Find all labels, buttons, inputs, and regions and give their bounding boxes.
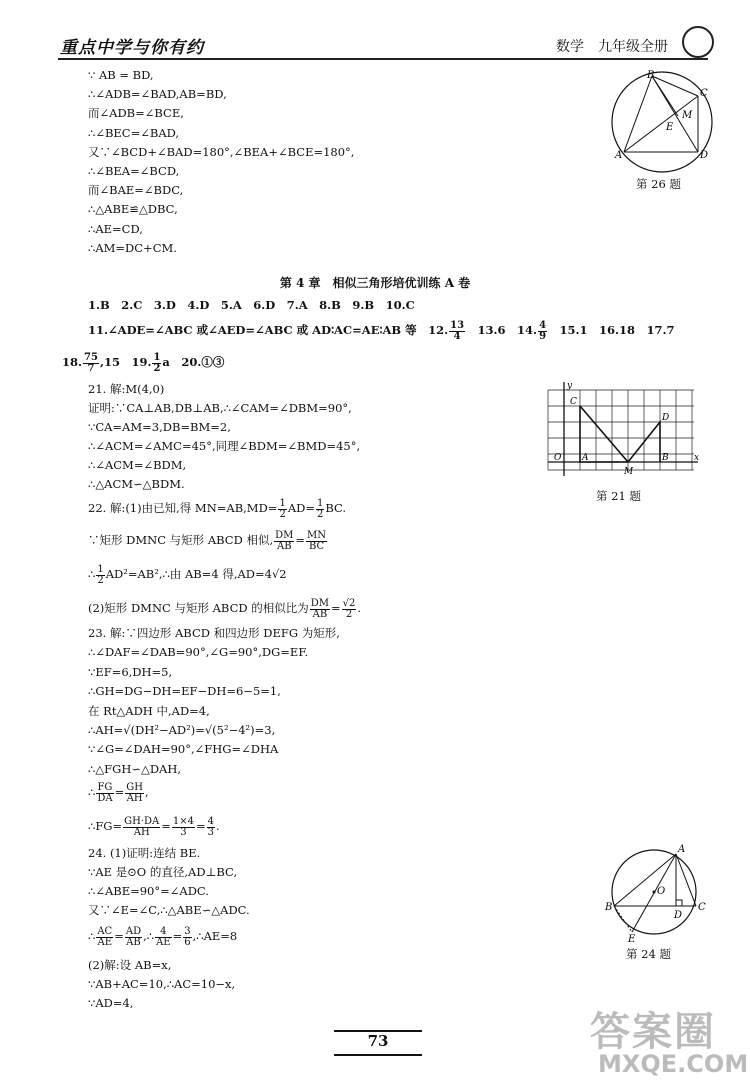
proof-line-7: 而∠BAE=∠BDC, <box>88 183 184 198</box>
q23-line-1: 23. 解:∵四边形 ABCD 和四边形 DEFG 为矩形, <box>88 626 340 640</box>
q21-line-3: ∵CA=AM=3,DB=BM=2, <box>88 420 231 434</box>
answers-row-2-b: 13.6 14. <box>477 323 538 337</box>
fig24-label-b: B <box>605 902 613 913</box>
header-rule <box>58 58 708 60</box>
fig26-label-a: A <box>615 150 623 161</box>
q24-line-3: ∴∠ABE=90°=∠ADC. <box>88 884 209 898</box>
figure-24 <box>604 838 708 946</box>
answers-row-3-c: a 20.①③ <box>162 355 225 369</box>
q22-line-2 <box>88 528 328 552</box>
page-number: 73 <box>367 1032 389 1050</box>
answers-row-1: 1.B 2.C 3.D 4.D 5.A 6.D 7.A 8.B 9.B 10.C <box>88 298 415 312</box>
q23-fg-eq1: = <box>161 819 171 833</box>
q24-line-4: 又∵∠E=∠C,∴△ABE∽△ADC. <box>88 903 250 917</box>
q23-line-4: ∴GH=DG−DH=EF−DH=6−5=1, <box>88 684 281 699</box>
q22-frac-c: $\frac{DM}{AB}$ <box>275 529 294 552</box>
q23-line-7: ∵∠G=∠DAH=90°,∠FHG=∠DHA <box>88 742 279 757</box>
q23-line-6: ∴AH=√(DH²−AD²)=√(5²−4²)=3, <box>88 723 276 737</box>
watermark-text: 答案圈 <box>590 1008 716 1055</box>
header-grade: 九年级全册 <box>598 39 668 55</box>
proof-line-6: ∴∠BEA=∠BCD, <box>88 164 180 178</box>
q22-l2-text: ∵矩形 DMNC 与矩形 ABCD 相似, <box>88 533 274 547</box>
q22-frac-f: $\frac{DM}{AB}$ <box>310 597 330 620</box>
q24-eq1: = <box>114 929 124 943</box>
proof-line-9: ∴AE=CD, <box>88 221 143 236</box>
fig26-label-d: D <box>700 150 709 161</box>
q23-frac-e: $\frac{4}{3}$ <box>207 815 215 838</box>
answers-row-2-gap2 <box>548 323 560 337</box>
fig24-label-d: D <box>674 910 683 921</box>
q22-l1-end: BC. <box>325 501 347 515</box>
q23-fg-line <box>88 814 220 838</box>
q22-frac-d: $\frac{MN}{BC}$ <box>307 529 327 552</box>
proof-line-2: ∴∠ADB=∠BAD,AB=BD, <box>88 87 227 102</box>
proof-line-10: ∴AM=DC+CM. <box>88 240 177 255</box>
fig21-label-y: y <box>567 381 573 391</box>
frac-18: $\frac{75}{7}$ <box>84 351 98 374</box>
answers-row-2-gap <box>466 323 478 337</box>
q21-line-1: 21. 解:M(4,0) <box>88 382 165 396</box>
answers-row-2-a: 11.∠ADE=∠ABC 或∠AED=∠ABC 或 AD∶AC=AE∶AB 等 12. <box>88 323 449 337</box>
answers-row-3 <box>62 350 224 374</box>
q23-therefore: ∴ <box>88 785 96 799</box>
fig24-label-a: A <box>678 844 686 855</box>
q22-frac-a: $\frac{1}{2}$ <box>279 497 286 520</box>
fig21-label-c: C <box>570 397 577 407</box>
frac-19: $\frac{1}{2}$ <box>153 351 161 374</box>
q23-frac-c: $\frac{GH\cdot DA}{AH}$ <box>124 815 160 838</box>
proof-line-3: 而∠ADB=∠BCE, <box>88 106 184 121</box>
frac-14: $\frac{4}{9}$ <box>539 319 547 342</box>
q24-tail-line-1: (2)解:设 AB=x, <box>88 958 172 972</box>
fig21-label-b: B <box>662 453 669 463</box>
q22-l3-rest: AD²=AB²,∴由 AB=4 得,AD=4√2 <box>105 567 287 581</box>
q22-l4-end: . <box>357 601 362 615</box>
fig21-label-d: D <box>662 413 670 423</box>
q23-fg-eq2: = <box>196 819 206 833</box>
header-logo <box>682 26 714 58</box>
proof-line-4: ∴∠BEC=∠BAD, <box>88 125 180 140</box>
q22-frac-b: $\frac{1}{2}$ <box>316 497 324 520</box>
chapter-title: 第 4 章 相似三角形培优训练 A 卷 <box>279 276 471 290</box>
q21-line-2: 证明:∵CA⊥AB,DB⊥AB,∴∠CAM=∠DBM=90°, <box>88 401 352 415</box>
q24-tail-line-2: ∵AB+AC=10,∴AC=10−x, <box>88 977 236 991</box>
q24-frac-pre: ∴ <box>88 929 96 943</box>
q23-line-8: ∴△FGH∽△DAH, <box>88 761 182 776</box>
q22-l1-text: 22. 解:(1)由已知,得 MN=AB,MD= <box>88 501 278 515</box>
fig24-label-e: E <box>628 934 636 945</box>
header-subject: 数学 <box>556 39 584 55</box>
q22-l2-eq: = <box>295 533 306 547</box>
watermark-url: MXQE.COM <box>598 1050 749 1078</box>
q23-frac-line <box>88 780 149 804</box>
q24-tail-line-3: ∵AD=4, <box>88 996 134 1010</box>
q22-line-1 <box>88 496 346 520</box>
q23-line-2: ∴∠DAF=∠DAB=90°,∠G=90°,DG=EF. <box>88 645 309 660</box>
q21-line-6: ∴△ACM∽△BDM. <box>88 477 185 491</box>
answers-row-3-a: 18. <box>62 355 83 369</box>
q21-line-5: ∴∠ACM=∠BDM, <box>88 458 187 472</box>
q24-frac-a: $\frac{AC}{AE}$ <box>97 925 113 948</box>
fig21-label-x: x <box>694 453 700 463</box>
answers-row-3-b: ,15 19. <box>99 355 152 369</box>
q23-frac-b: $\frac{GH}{AH}$ <box>126 781 143 804</box>
fig26-label-b: B <box>647 70 655 81</box>
q22-frac-e: $\frac{1}{2}$ <box>97 563 104 586</box>
figure-26 <box>606 68 718 188</box>
q23-fg-end: . <box>216 819 220 833</box>
fig24-label-c: C <box>698 902 706 913</box>
q23-frac-a: $\frac{FG}{DA}$ <box>97 781 113 804</box>
answers-row-2 <box>88 318 675 342</box>
q24-line-2: ∵AE 是⊙O 的直径,AD⊥BC, <box>88 865 238 879</box>
fig21-label-m: M <box>624 467 634 477</box>
figure-21 <box>540 380 702 484</box>
q23-line-5: 在 Rt△ADH 中,AD=4, <box>88 703 210 718</box>
q23-line-3: ∵EF=6,DH=5, <box>88 664 173 679</box>
q22-l4-eq: = <box>331 601 341 615</box>
fig24-caption: 第 24 题 <box>626 947 671 961</box>
q24-frac-end: ,∴AE=8 <box>192 929 238 943</box>
q24-frac-line <box>88 924 237 948</box>
q22-l1-mid: AD= <box>287 501 315 515</box>
fig24-label-o: O <box>657 886 666 897</box>
q22-frac-g: $\frac{√2}{2}$ <box>342 597 356 620</box>
q24-frac-b: $\frac{AD}{AB}$ <box>125 925 142 948</box>
q22-line-4 <box>88 596 361 620</box>
q23-eq: = <box>114 785 125 799</box>
fig21-caption: 第 21 题 <box>596 489 641 503</box>
q24-line-1: 24. (1)证明:连结 BE. <box>88 846 201 860</box>
q22-l3-pre: ∴ <box>88 567 96 581</box>
q23-fg-pre: ∴FG= <box>88 819 123 833</box>
q23-comma: , <box>144 785 149 799</box>
q24-frac-c: $\frac{4}{AE}$ <box>156 925 171 948</box>
q24-frac-d: $\frac{3}{6}$ <box>184 925 191 948</box>
q22-l4-text: (2)矩形 DMNC 与矩形 ABCD 的相似比为 <box>88 601 309 615</box>
fig26-label-m: M <box>682 110 693 121</box>
proof-line-5: 又∵∠BCD+∠BAD=180°,∠BEA+∠BCE=180°, <box>88 144 355 159</box>
fig26-caption: 第 26 题 <box>636 177 681 191</box>
answers-row-2-c: 15.1 16.18 17.7 <box>559 323 675 337</box>
frac-12: $\frac{13}{4}$ <box>450 319 465 342</box>
q21-line-4: ∴∠ACM=∠AMC=45°,同理∠BDM=∠BMD=45°, <box>88 439 361 453</box>
fig26-label-c: C <box>700 88 708 99</box>
header-brand: 重点中学与你有约 <box>60 38 204 58</box>
proof-line-1: ∵ AB = BD, <box>88 68 154 82</box>
fig26-label-e: E <box>666 122 674 133</box>
q23-frac-d: $\frac{1\times 4}{3}$ <box>172 815 195 838</box>
q24-eq2: = <box>172 929 183 943</box>
fig21-label-a: A <box>582 453 589 463</box>
fig21-label-o: O <box>554 453 562 463</box>
q24-mid: ,∴ <box>143 929 155 943</box>
q22-line-3 <box>88 562 287 586</box>
proof-line-8: ∴△ABE≌△DBC, <box>88 202 178 217</box>
